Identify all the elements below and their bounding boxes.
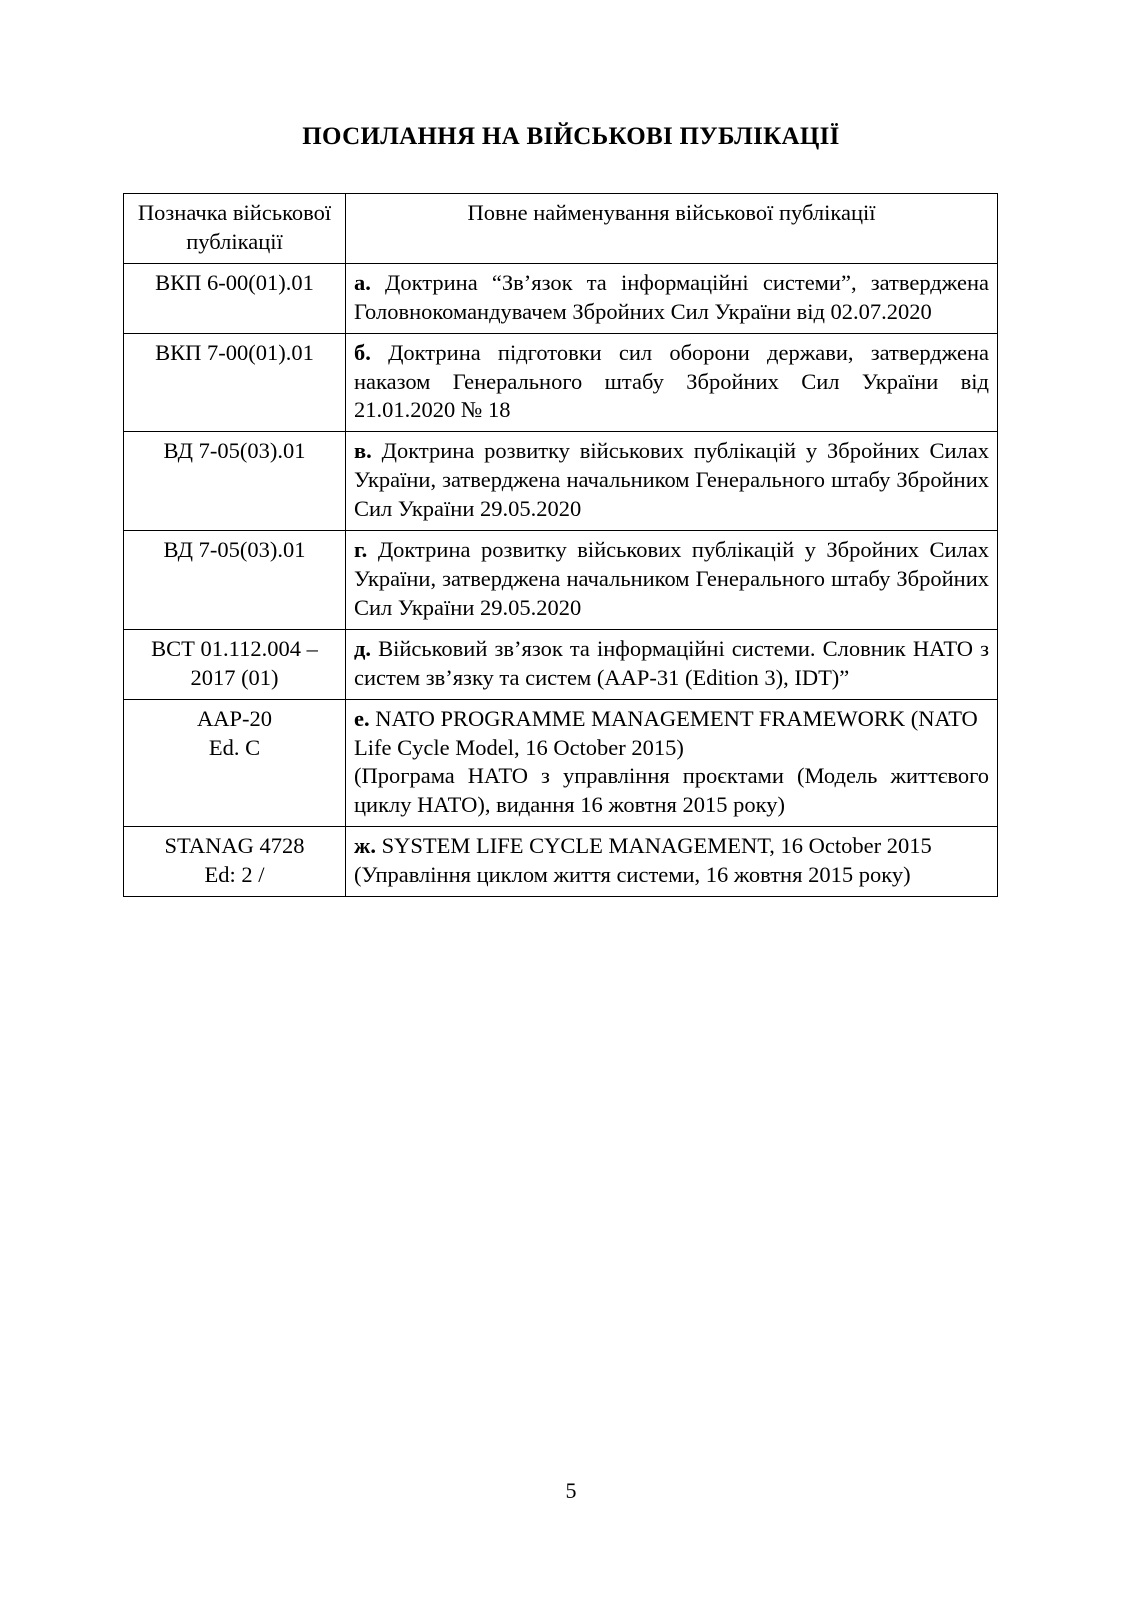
item-text: Доктрина розвитку військових публікацій у Збройних Силах України, затверджена начальником Генерального штабу Збройних Сил України 29.05.2020	[354, 438, 990, 522]
publication-code	[124, 432, 346, 531]
column-header-title: Повне найменування військової публікації	[346, 194, 998, 264]
publication-code-line1: AAP-20	[196, 705, 272, 731]
publication-code	[124, 531, 346, 630]
publication-code-line1: STANAG 4728	[164, 833, 305, 859]
item-text: Доктрина розвитку військових публікацій у Збройних Силах України, затверджена начальником Генерального штабу Збройних Сил України 29.05.2020	[354, 537, 990, 620]
publication-description	[346, 333, 998, 432]
publication-code	[124, 263, 346, 333]
publication-description-paragraph	[354, 536, 989, 623]
publication-code-line2: 2017 (01)	[190, 664, 279, 690]
publication-description	[346, 827, 998, 897]
publication-code	[124, 333, 346, 432]
publication-description-paragraph	[354, 705, 989, 763]
item-marker: а.	[354, 269, 371, 295]
publication-description-paragraph	[354, 635, 989, 693]
publication-code-line2: Ed: 2 /	[204, 862, 265, 888]
publication-description-paragraph	[354, 269, 989, 327]
page-number: 5	[565, 1478, 577, 1503]
publication-code	[124, 699, 346, 827]
table-row	[124, 827, 998, 897]
publication-code-line1: ВСТ 01.112.004 –	[151, 635, 318, 661]
table-row	[124, 531, 998, 630]
publication-description	[346, 699, 998, 827]
item-marker: е.	[354, 705, 370, 731]
publication-code-line1: ВКП 6-00(01).01	[155, 269, 314, 295]
publication-description	[346, 263, 998, 333]
item-text: Доктрина підготовки сил оборони держави, затверджена наказом Генерального штабу Збройних Сил України від 21.01.2020 № 18	[354, 339, 990, 423]
item-marker: б.	[354, 339, 371, 365]
item-text: Військовий зв’язок та інформаційні системи. Словник НАТО з систем зв’язку та систем (AAP-31 (Edition 3), IDT)”	[354, 635, 989, 690]
publication-description-translation: (Програма НАТО з управління проєктами (Модель життєвого циклу НАТО), видання 16 жовтня 2015 року)	[354, 763, 989, 818]
column-header-code: Позначка військової публікації	[124, 194, 346, 264]
publication-description-paragraph	[354, 832, 989, 861]
table-row	[124, 629, 998, 699]
table-row	[124, 432, 998, 531]
publication-description	[346, 432, 998, 531]
publication-code	[124, 629, 346, 699]
publication-description	[346, 629, 998, 699]
item-marker: г.	[354, 537, 368, 563]
publication-code-line1: ВД 7-05(03).01	[163, 438, 306, 464]
item-text: SYSTEM LIFE CYCLE MANAGEMENT, 16 October 2015	[381, 833, 932, 859]
item-marker: д.	[354, 635, 372, 661]
table-row	[124, 263, 998, 333]
publication-code-line2: Ed. C	[208, 734, 261, 760]
publication-description	[346, 531, 998, 630]
table-row	[124, 699, 998, 827]
item-text: NATO PROGRAMME MANAGEMENT FRAMEWORK (NATO Life Cycle Model, 16 October 2015)	[354, 705, 978, 760]
publication-code-line1: ВД 7-05(03).01	[163, 537, 306, 563]
military-publications-table	[123, 193, 998, 897]
item-marker: ж.	[354, 833, 376, 859]
item-marker: в.	[354, 438, 372, 464]
publication-code-line1: ВКП 7-00(01).01	[155, 339, 314, 365]
publication-description-paragraph	[354, 339, 989, 426]
item-text: Доктрина “Зв’язок та інформаційні системи”, затверджена Головнокомандувачем Збройних Сил України від 02.07.2020	[354, 269, 990, 324]
publication-description-paragraph	[354, 437, 989, 524]
table-header-row	[124, 194, 998, 264]
table-row	[124, 333, 998, 432]
publication-description-translation: (Управління циклом життя системи, 16 жовтня 2015 року)	[354, 862, 911, 888]
publication-code	[124, 827, 346, 897]
page-title: ПОСИЛАННЯ НА ВІЙСЬКОВІ ПУБЛІКАЦІЇ	[302, 123, 840, 150]
